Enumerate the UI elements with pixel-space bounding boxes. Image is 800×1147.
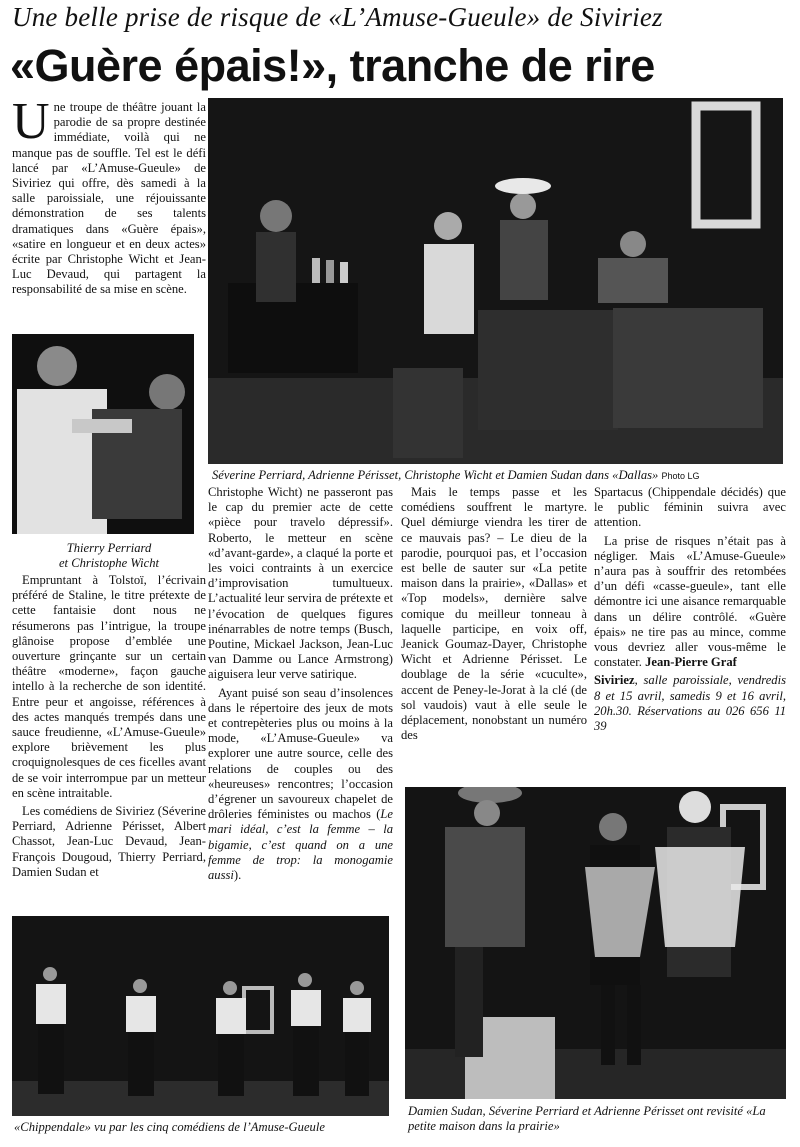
photo-chippendale-image	[12, 916, 389, 1116]
intro-text: ne troupe de théâtre jouant la parodie de sa propre destinée immédiate, voilà qui ne manque pas de souffle. Tel est le défi lancé par «L’Amuse-Gueule» de Siviriez qui offre, dès samedi à la salle paroissiale, une réjouissante démonstration de ses talents dramatiques dans «Guère épais», «satire en longueur et en deux actes» écrite par Christophe Wicht et Jean-Luc Devaud, qui partagent la responsabilité de sa mise en scène.	[12, 100, 206, 297]
caption-rest: ont revisité «La petite maison dans la prairie»	[408, 1104, 766, 1133]
caption-line-1: Thierry Perriard	[66, 541, 152, 555]
article-headline: «Guère épais!», tranche de rire	[10, 40, 655, 91]
photo-wrestle-image	[12, 334, 194, 534]
photo-dallas-image	[208, 98, 783, 464]
photo-credit: Photo LG	[661, 471, 700, 481]
body-column-4	[594, 485, 786, 737]
col4-paragraph-1: Spartacus (Chippendale décidés) que le public féminin suivra avec attention.	[594, 485, 786, 530]
col1-paragraph-2: Les comédiens de Siviriez (Séverine Perriard, Adrienne Périsset, Albert Chassot, Jean-Luc Devaud, Jean-François Dougoud, Thierry Perriard, Damien Sudan et	[12, 804, 206, 879]
caption-names: Damien Sudan, Séverine Perriard et Adrienne Périsset	[408, 1104, 684, 1118]
photo-wrestle-caption	[12, 541, 206, 571]
drop-cap: U	[12, 93, 50, 150]
body-column-2	[208, 485, 393, 886]
photo-petite-maison-image	[405, 787, 786, 1099]
photo-petite-maison	[405, 787, 786, 1099]
venue-town: Siviriez	[594, 673, 635, 688]
col4-paragraph-2	[594, 534, 786, 671]
photo-petite-maison-caption	[408, 1104, 788, 1134]
col2-p2-end: ).	[233, 868, 242, 883]
photo-dallas	[208, 98, 783, 464]
caption-text: Séverine Perriard, Adrienne Périsset, Christophe Wicht et Damien Sudan dans «Dallas»	[212, 468, 659, 482]
col2-p2-text: Ayant puisé son seau d’insolences dans le répertoire des jeux de mots et contrepèteries plus ou moins à la mode, «L’Amuse-Gueule» va explorer une autre source, celle des relations de couples ou des «heureuses» rencontres; l’occasion d’égrener un savoureux chapelet de drôleries féministes ou machos (	[208, 685, 393, 822]
venue-details: , salle paroissiale, vendredis 8 et 15 avril, samedis 9 et 16 avril, 20h.30. Réservations au 026 656 11 39	[594, 673, 786, 734]
col2-paragraph-2	[208, 686, 393, 884]
col2-p2-quote: Le mari idéal, c’est la femme – la bigamie, c’est quand on a une femme de trop: la monogamie aussi	[208, 807, 393, 883]
col4-p2-text: La prise de risques n’était pas à négliger. Mais «L’Amuse-Gueule» n’aura pas à souffrir des retombées d’un défi «casse-gueule», tant elle démontre ici une aisance remarquable dans un délire contrôlé. «Guère épais» ne tire pas au mince, comme vous devriez aller vous-même le constater.	[594, 533, 786, 670]
intro-paragraph	[12, 93, 206, 298]
photo-chippendale	[12, 916, 389, 1116]
photo-wrestle	[12, 334, 194, 534]
article-kicker: Une belle prise de risque de «L’Amuse-Gueule» de Siviriez	[12, 2, 663, 32]
author-signature: Jean-Pierre Graf	[645, 655, 737, 670]
photo-chippendale-caption: «Chippendale» vu par les cinq comédiens de l’Amuse-Gueule	[14, 1120, 325, 1134]
col2-paragraph-1: Christophe Wicht) ne passeront pas le cap du premier acte de cette «pièce pour travelo dépressif». Roberto, le metteur en scène «d’avant-garde», a claqué la porte et les voici contraints à un exercice d’improvisation tumultueux. L’actualité leur servira de prétexte et l’évocation de quelques figures inénarrables de notre temps (Busch, Poutine, Mickael Jackson, Jean-Luc van Damme ou Lance Armstrong) aiguisera leur verve satirique.	[208, 485, 393, 682]
photo-dallas-caption	[212, 468, 787, 484]
col1-paragraph-1: Empruntant à Tolstoï, l’écrivain préféré de Staline, le titre prétexte de cette fantaisie dont nous ne résumerons pas l’intrigue, la troupe glânoise propose d’emblée une ouverture grinçante sur un certain théâtre «moderne», façon gauche intello à la recherche de son identité. Entre peur et angoisse, références à des actes manqués trempés dans une sauce freudienne, «L’Amuse-Gueule» explore brièvement les plus croquignolesques de ces ficelles avant de se voir interrompue par un metteur en scène intraitable.	[12, 573, 206, 800]
body-column-1	[12, 573, 206, 883]
venue-info	[594, 673, 786, 734]
caption-line-2: et Christophe Wicht	[58, 556, 160, 570]
body-column-3	[401, 485, 587, 746]
col3-paragraph-1: Mais le temps passe et les comédiens souffrent le martyre. Quel démiurge viendra les tirer de ce mauvais pas? – Le dieu de la parodie, pourquoi pas, et l’occasion est belle de sauter sur «La petite maison dans la prairie», «Dallas» et «Top models», dernière salve comique du meilleur tonneau à laquelle participe, en voix off, Jeanick Goumaz-Dayer, Christophe Wicht et Adrienne Périsset. Le doublage de la série «cuculte», accent de Peney-le-Jorat à la clé (de sol vaudois) vaut à elle seule le déplacement, nonobstant un numéro des	[401, 485, 587, 743]
